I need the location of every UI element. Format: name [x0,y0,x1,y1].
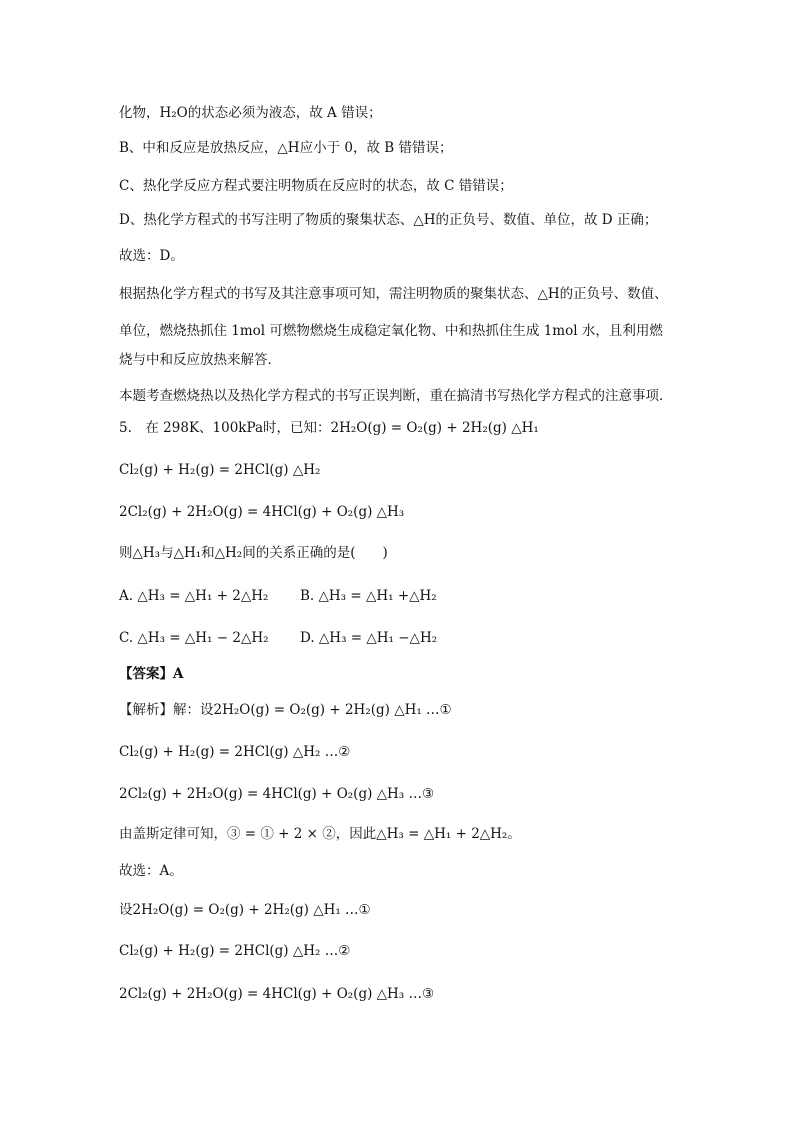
repeat-line-1: 设2H₂O(g) = O₂(g) + 2H₂(g) △H₁ …① [119,902,371,918]
text-line-4: D、热化学方程式的书写注明了物质的聚集状态、△H的正负号、数值、单位，故 D 正确； [119,212,658,228]
text-line-9: 本题考查燃烧热以及热化学方程式的书写正误判断，重在搞清书写热化学方程式的注意事项． [119,388,673,404]
option-b: B. △H₃ = △H₁ +△H₂ [300,588,437,604]
analysis-line-2: Cl₂(g) + H₂(g) = 2HCl(g) △H₂ …② [119,744,351,760]
text-line-5: 故选：D。 [119,248,184,264]
analysis-line-4: 由盖斯定律可知，③ = ① + 2 × ②，因此△H₃ = △H₁ + 2△H₂。 [119,826,521,842]
equation-3: 2Cl₂(g) + 2H₂O(g) = 4HCl(g) + O₂(g) △H₃ [119,504,405,520]
analysis-line-5: 故选：A。 [119,863,183,879]
text-line-8: 烧与中和反应放热来解答． [119,352,281,368]
equation-2: Cl₂(g) + H₂(g) = 2HCl(g) △H₂ [119,462,321,478]
text-line-1: 化物，H₂O的状态必须为液态，故 A 错误； [119,105,382,121]
text-line-3: C、热化学反应方程式要注明物质在反应时的状态，故 C 错错误； [119,178,513,194]
repeat-line-3: 2Cl₂(g) + 2H₂O(g) = 4HCl(g) + O₂(g) △H₃ …③ [119,986,435,1002]
analysis-line-3: 2Cl₂(g) + 2H₂O(g) = 4HCl(g) + O₂(g) △H₃ …③ [119,786,435,802]
text-line-7: 单位，燃烧热抓住 1mol 可燃物燃烧生成稳定氧化物、中和热抓住生成 1mol 水，且利用燃 [119,323,663,339]
option-a: A. △H₃ = △H₁ + 2△H₂ [119,588,269,604]
option-c: C. △H₃ = △H₁ − 2△H₂ [119,630,269,646]
text-line-6: 根据热化学方程式的书写及其注意事项可知，需注明物质的聚集状态、△H的正负号、数值、 [119,286,668,302]
option-d: D. △H₃ = △H₁ −△H₂ [300,630,438,646]
question-ask: 则△H₃与△H₁和△H₂间的关系正确的是( ) [119,545,388,561]
text-line-2: B、中和反应是放热反应，△H应小于 0，故 B 错错误； [119,140,453,156]
repeat-line-2: Cl₂(g) + H₂(g) = 2HCl(g) △H₂ …② [119,943,351,959]
answer-label: 【答案】A [119,666,184,682]
analysis-line-1: 【解析】解：设2H₂O(g) = O₂(g) + 2H₂(g) △H₁ …① [119,702,452,718]
question-5-stem: 5. 在 298K、100kPa时，已知：2H₂O(g) = O₂(g) + 2H₂(g) △H₁ [119,420,539,436]
